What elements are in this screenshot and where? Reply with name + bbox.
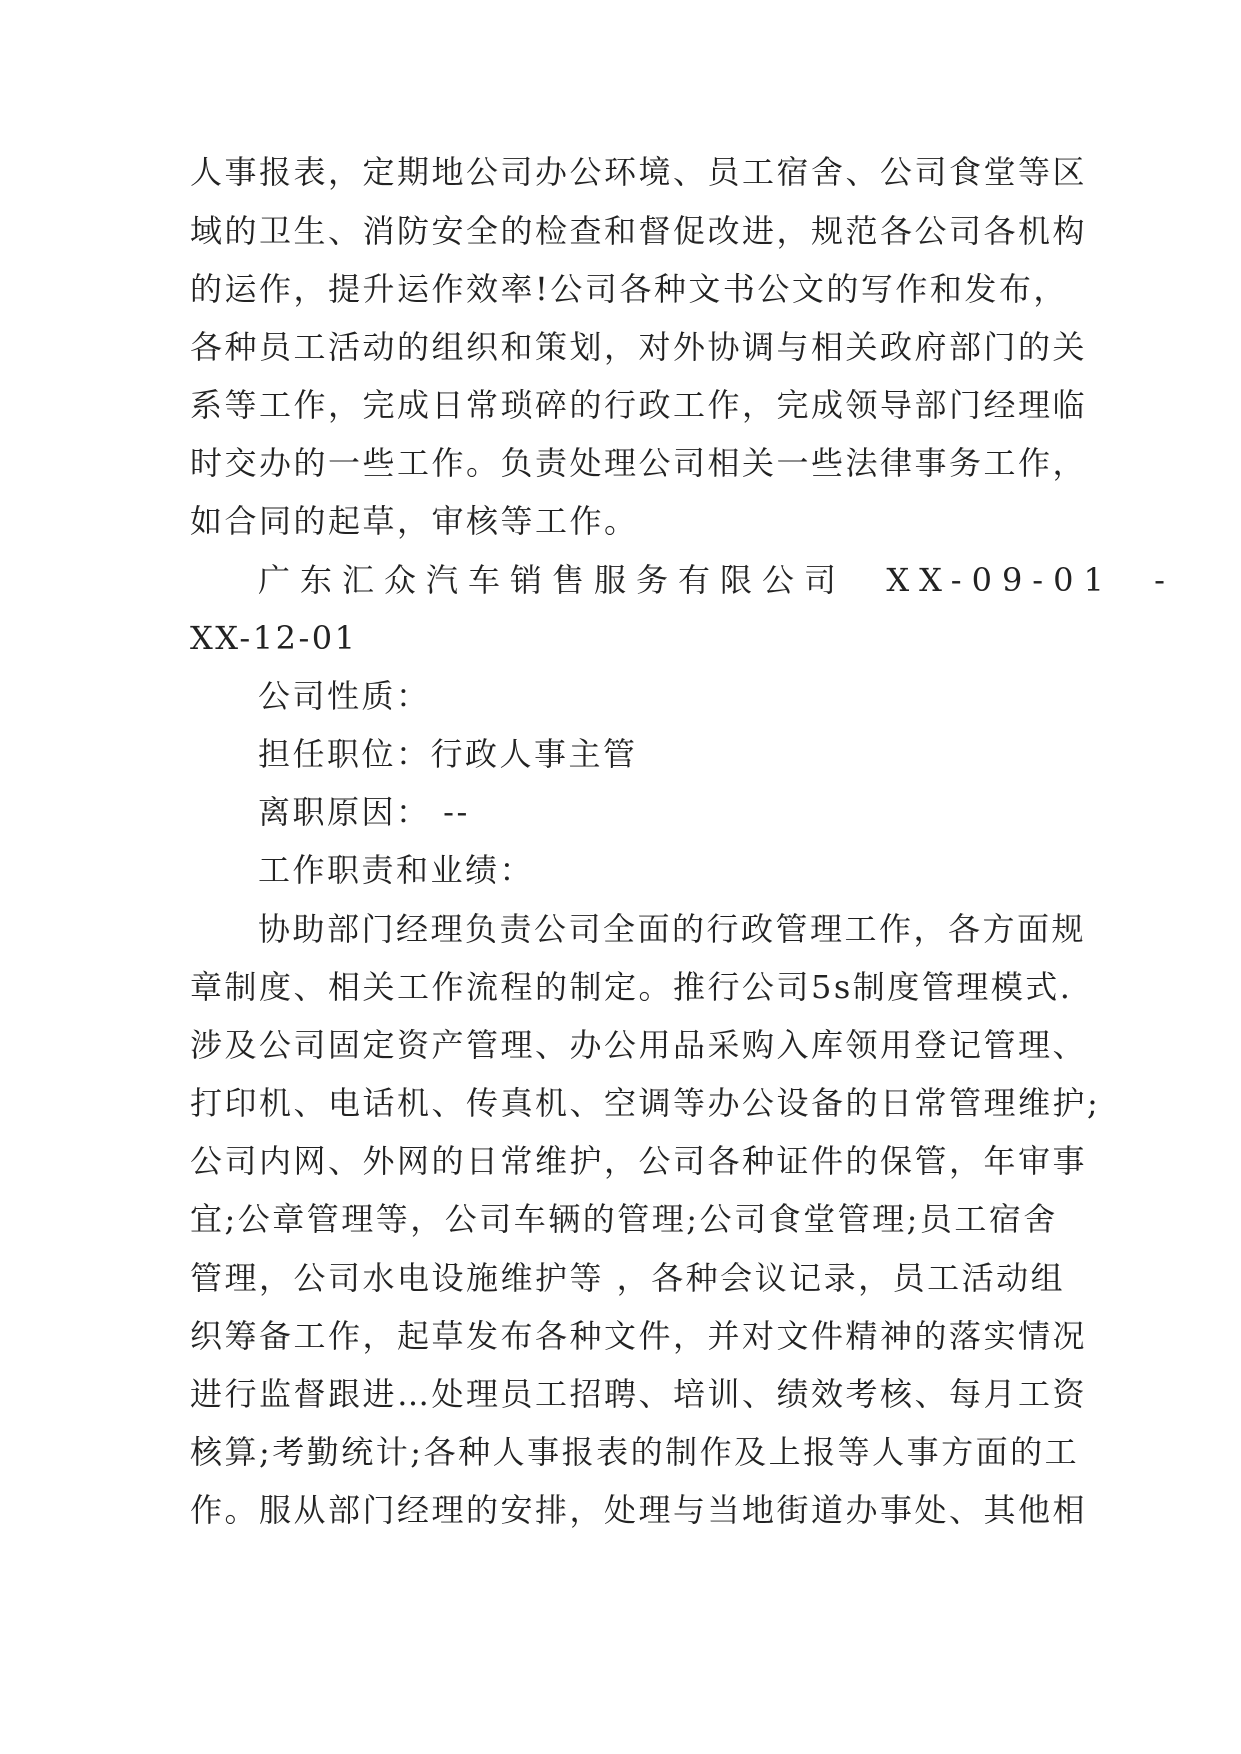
body-text-line: 公司内网、外网的日常维护，公司各种证件的保管，年审事 <box>190 1142 1088 1180</box>
body-text-line: 域的卫生、消防安全的检查和督促改进，规范各公司各机构 <box>190 212 1088 250</box>
body-text-line: 的运作，提升运作效率!公司各种文书公文的写作和发布， <box>190 270 1068 308</box>
company-nature-label: 公司性质： <box>258 677 431 715</box>
body-text-line: 织筹备工作，起草发布各种文件，并对文件精神的落实情况 <box>190 1317 1088 1355</box>
body-text-line: 打印机、电话机、传真机、空调等办公设备的日常管理维护; <box>190 1084 1101 1122</box>
duties-heading: 工作职责和业绩： <box>258 851 535 889</box>
body-text-line: 章制度、相关工作流程的制定。推行公司5s制度管理模式. <box>190 968 1073 1006</box>
body-text-line: 管理，公司水电设施维护等 ，各种会议记录，员工活动组 <box>190 1259 1066 1297</box>
body-text-line: 人事报表，定期地公司办公环境、员工宿舍、公司食堂等区 <box>190 153 1088 191</box>
body-text-line: 系等工作，完成日常琐碎的行政工作，完成领导部门经理临 <box>190 386 1088 424</box>
body-text-line: 进行监督跟进…处理员工招聘、培训、绩效考核、每月工资 <box>190 1375 1088 1413</box>
body-text-line: 涉及公司固定资产管理、办公用品采购入库领用登记管理、 <box>190 1026 1088 1064</box>
body-text-line: 作。服从部门经理的安排，处理与当地街道办事处、其他相 <box>190 1491 1088 1529</box>
body-text-line: 时交办的一些工作。负责处理公司相关一些法律事务工作， <box>190 444 1088 482</box>
employment-end-date: XX-12-01 <box>190 619 358 657</box>
body-text-line: 核算;考勤统计;各种人事报表的制作及上报等人事方面的工 <box>190 1433 1080 1471</box>
body-text-line: 协助部门经理负责公司全面的行政管理工作，各方面规 <box>258 910 1087 948</box>
body-text-line: 宜;公章管理等，公司车辆的管理;公司食堂管理;员工宿舍 <box>190 1200 1058 1238</box>
employer-and-dates: 广东汇众汽车销售服务有限公司 XX-09-01 - <box>258 561 1175 599</box>
position-held: 担任职位：行政人事主管 <box>258 735 638 773</box>
body-text-line: 如合同的起草，审核等工作。 <box>190 502 639 540</box>
reason-for-leaving: 离职原因： -- <box>258 793 470 831</box>
body-text-line: 各种员工活动的组织和策划，对外协调与相关政府部门的关 <box>190 328 1088 366</box>
